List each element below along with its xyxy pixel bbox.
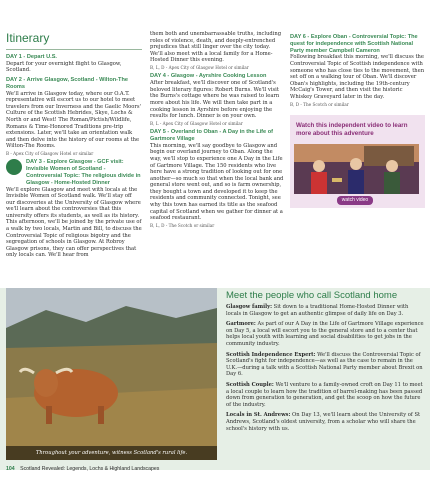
itinerary-title: Itinerary: [6, 31, 50, 45]
page-footer: [6, 466, 159, 472]
meet-lead: Glasgow family:: [226, 304, 272, 310]
video-promo-title: Watch this independent video to learn more about this adventure: [296, 121, 408, 137]
day-5-heading: DAY 5 - Overland to Oban - A Day in the Life of Gartmore Village: [150, 129, 273, 142]
meet-paragraph: [226, 321, 424, 347]
watch-video-button[interactable]: watch video: [337, 196, 373, 205]
day-2-caption: B - Apex City of Glasgow Hotel or similar: [6, 150, 94, 156]
day-1-heading: DAY 1 - Depart U.S.: [6, 54, 57, 60]
title-divider: [6, 49, 142, 50]
day-6-caption: B, D - The Scotch or similar: [290, 101, 349, 107]
meet-text: We'll discuss the Controversial Topic of Scotland's fight for independence—as well as the case to remain in the U.K.—during a talk with a Scottish National Party member about Brexit on Day 6.: [226, 351, 423, 378]
day-1-text: Depart for your overnight flight to Glasgow, Scotland.: [6, 60, 122, 74]
meet-text: We'll venture to a family-owned croft on Day 11 to meet a local couple to learn how the tradition of barrel-making has been passed down from generation to generation, and get the scoop on how the future of the industry.: [226, 381, 423, 408]
day-3-caption: B, L, D - Apex City of Glasgow Hotel or similar: [150, 64, 249, 70]
meet-text: As part of our A Day in the Life of Gartmore Village experience on Day 5, a local will escort you to the general store and to a center that helps local youth with learning and social disabilities to get jobs in the community industry.: [226, 321, 424, 347]
meet-the-people-section: [226, 290, 424, 436]
day-5: [150, 129, 284, 228]
meet-paragraph: [226, 382, 424, 408]
meet-title: Meet the people who call Scotland home: [226, 290, 398, 301]
day-4-text: After breakfast, we'll discover one of Scotland's beloved literary figures: Robert Burns. We'll visit the Burns's cottage where he was raised to learn more about his life. We will then take part in a cooking lesson in Ayrshire before enjoying the results for lunch. Dinner is on your own.: [150, 80, 280, 120]
day-1: [6, 54, 142, 74]
day-4-caption: B, L - Apex City of Glasgow Hotel or similar: [150, 120, 243, 126]
day-2: [6, 77, 142, 156]
highland-landscape-image: [6, 288, 217, 460]
meet-text: Sit down to a traditional Home-Hosted Dinner with locals in Glasgow to get an authentic glimpse of daily life on Day 3.: [226, 304, 409, 317]
day-5-caption: B, L, D - The Scotch or similar: [150, 222, 215, 228]
day-2-text: We'll arrive in Glasgow today, where our O.A.T. representative will escort us to our hotel to meet travelers from our Inverness and the Gaelic Moors' Culture of the Scottish Hebrides, Skye, Lochs & North or and West! The Roman/Pictish/Wildlife, Romans & Time-Honored Traditions pre-trip extensions. Later, we'll take an orientation walk and then delve into the history of our rooms at the Wilton-The Rooms.: [6, 90, 141, 150]
day-6: [290, 34, 425, 107]
itinerary-column-right: [290, 31, 425, 208]
day-4: [150, 73, 284, 126]
day-3-text: We'll explore Glasgow and meet with locals at the Invisible Women of Scotland walk. We'll stay off our discoveries at the University of Glasgow where we'll learn about the controversies that this university offers its students, as well as its history. This afternoon, we'll be joined by the private use of a walk by two locals, Martin and Bill, to discuss the Controversial Topic of religious bigotry and the segregation of schools in Glasgow. At Robroy Glasgow prisons, they can offer perspectives that only locals can. We'll hear from: [6, 186, 142, 259]
day-3-heading: DAY 3 - Explore Glasgow - GCF visit: Invisible Women of Scotland - Controversial Topic: The religious divide in Glasgow - Home-Hosted Dinner: [26, 159, 141, 186]
day-5-text: This morning, we'll say goodbye to Glasgow and begin our overland journey to Oban. Along the way, we'll stop to experience one A Day in the Life of Gartmore Village. The 150 residents who live here have a strong tradition of looking out for one another—so much so that when the local bank and general store went out, and so is farm ownership, they bought a town and developed it to keep the residents and community connected. Tonight, see why this town has earned its title as the seafood capital of Scotland when we gather for dinner at a seafood restaurant.: [150, 142, 284, 222]
meet-lead: Scottish Independence Expert:: [226, 351, 316, 358]
video-promo-box: [290, 115, 425, 208]
meet-paragraph: [226, 352, 424, 378]
itinerary-column-left: [6, 0, 142, 259]
highland-cow-photo: [6, 288, 217, 460]
performers-image: [294, 144, 419, 194]
video-thumbnail[interactable]: [294, 144, 419, 194]
meet-paragraph: [226, 304, 424, 317]
day-3-continued-text: them both and unembarrassable truths, including roles of violence, death, and deeply-entrenched prejudices that still linger over the city today. We'll also meet with a local family for a Home-Hosted Dinner this evening.: [150, 31, 282, 64]
page-number: 104: [6, 466, 15, 472]
day-6-text: Following breakfast this morning, we'll discuss the Controversial Topic of Scottish independence with someone who has close ties to the movement, then set off on a walking tour of Oban. We'll discover Oban's highlights, including the 19th-century McCaig's Tower, and then visit the historic Whiskey Graveyard later in the day.: [290, 54, 425, 100]
day-2-heading: DAY 2 - Arrive Glasgow, Scotland - Wilton-The Rooms: [6, 76, 128, 90]
controversial-topic-icon: [6, 159, 22, 175]
itinerary-column-middle: [150, 31, 284, 228]
meet-text: On Day 13, we'll learn about the University of St Andrews, Scotland's oldest university, from a scholar who will share the school's history with us.: [226, 412, 421, 432]
meet-lead: Scottish Couple:: [226, 381, 274, 388]
photo-caption: Throughout your adventure, witness Scotland's rural life.: [6, 446, 217, 460]
meet-paragraph: [226, 412, 424, 432]
day-4-heading: DAY 4 - Glasgow - Ayrshire Cooking Lesson: [150, 73, 267, 80]
day-6-heading: DAY 6 - Explore Oban - Controversial Topic: The quest for independence with Scottish National Party member Campbell Cameron: [290, 34, 418, 54]
meet-lead: Gartmore:: [226, 321, 256, 328]
footer-title: Scotland Revealed: Legends, Lochs & Highland Landscapes: [20, 466, 160, 472]
meet-lead: Locals in St. Andrews:: [226, 412, 291, 419]
day-3: [6, 156, 142, 186]
